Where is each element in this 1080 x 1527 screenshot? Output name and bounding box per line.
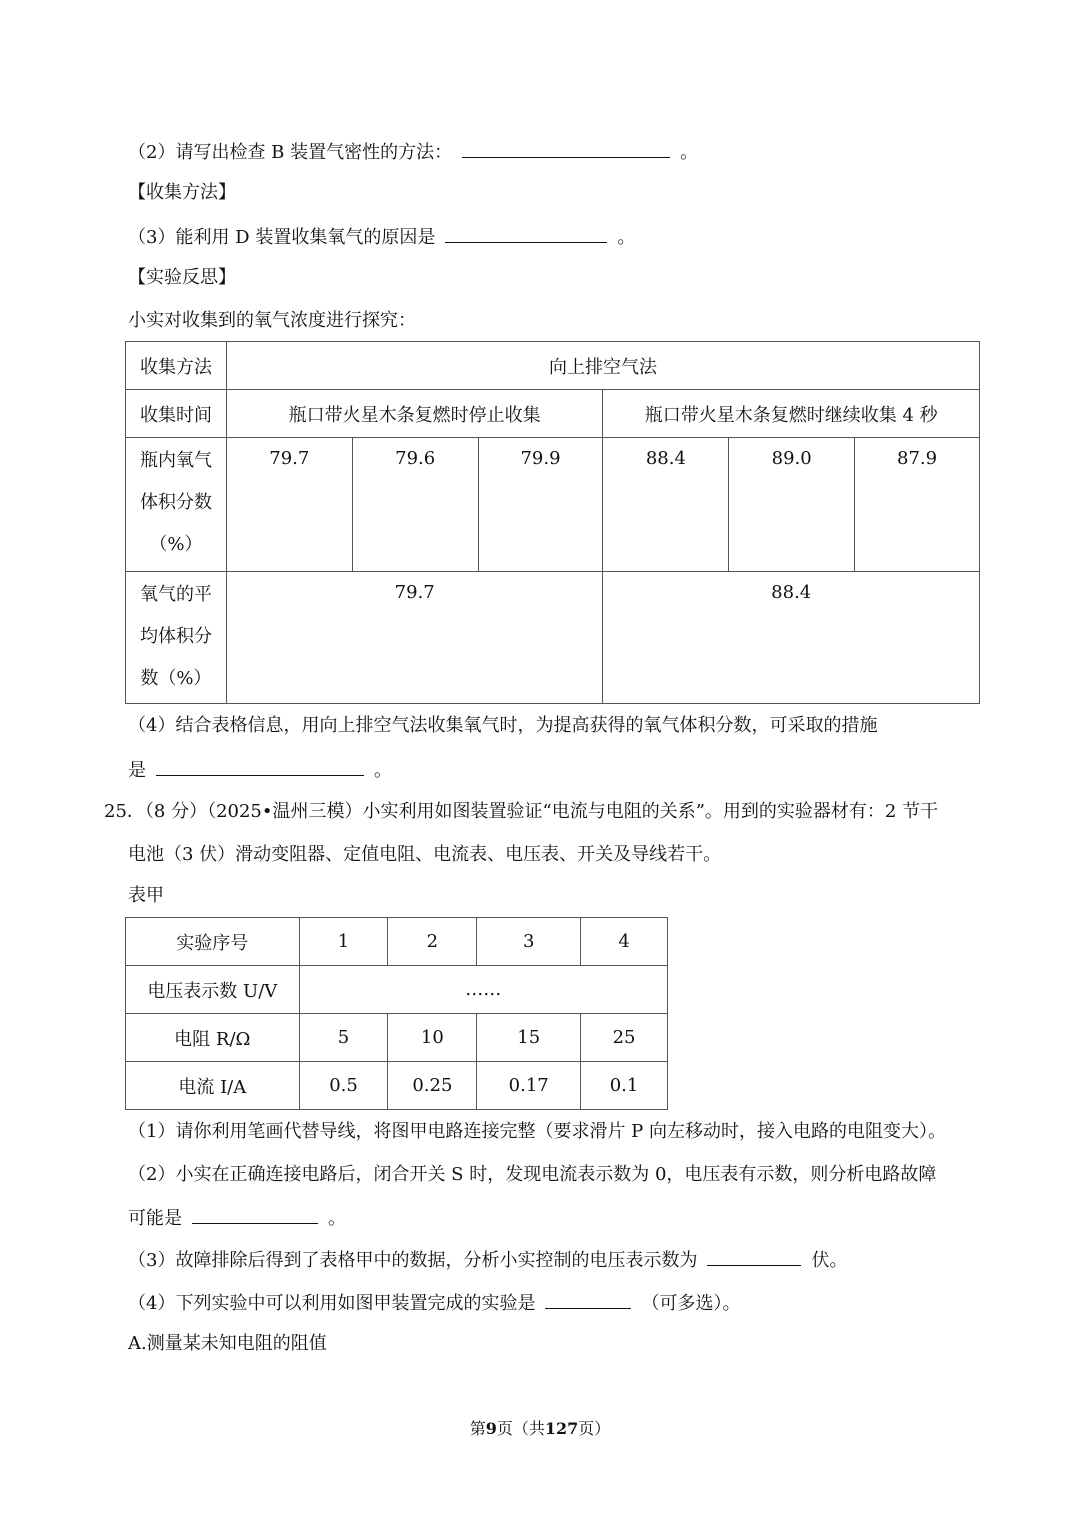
row-header: 电流 I/A [126, 1062, 300, 1110]
table-cell: 88.4 [603, 438, 729, 572]
answer-blank[interactable] [545, 1290, 631, 1309]
table-title: 表甲 [128, 885, 164, 906]
table-header: 实验序号 [126, 918, 300, 966]
sub-question-2-line1: （2）小实在正确连接电路后，闭合开关 S 时，发现电流表示数为 0，电压表有示数，则分析电路故障 [128, 1164, 937, 1185]
table-cell: 瓶口带火星木条复燃时继续收集 4 秒 [603, 390, 980, 438]
table-cell: 79.7 [226, 438, 352, 572]
table-header: 3 [477, 918, 581, 966]
table-cell: 25 [581, 1014, 668, 1062]
row-header: 电压表示数 U/V [126, 966, 300, 1014]
table-header: 1 [299, 918, 388, 966]
question-2: （2）请写出检查 B 装置气密性的方法： 。 [128, 139, 698, 165]
table-row [126, 966, 668, 1014]
page-total: 127 [544, 1419, 579, 1438]
sub-question-2-line2: 可能是 。 [128, 1205, 346, 1231]
sub-question-3: （3）故障排除后得到了表格甲中的数据，分析小实控制的电压表示数为 伏。 [128, 1247, 847, 1273]
table-cell: 瓶口带火星木条复燃时停止收集 [226, 390, 603, 438]
question-4-line2: 是 。 [128, 757, 392, 783]
table-cell: 向上排空气法 [226, 342, 979, 390]
table-header: 2 [388, 918, 477, 966]
section-heading-reflect: 【实验反思】 [128, 267, 236, 288]
answer-blank[interactable] [192, 1205, 318, 1224]
table-cell: 5 [299, 1014, 388, 1062]
question-25-line1: 25．（8 分）（2025•温州三模）小实利用如图装置验证“电流与电阻的关系”。用到的实验器材有：2 节干 [104, 801, 939, 822]
table-row [126, 438, 980, 572]
sub-question-1: （1）请你利用笔画代替导线，将图甲电路连接完整（要求滑片 P 向左移动时，接入电路的电阻变大）。 [128, 1121, 947, 1142]
row-header: 电阻 R/Ω [126, 1014, 300, 1062]
table-cell: 0.17 [477, 1062, 581, 1110]
table-header: 4 [581, 918, 668, 966]
table-row [126, 342, 980, 390]
answer-blank[interactable] [156, 757, 364, 776]
answer-blank[interactable] [707, 1247, 801, 1266]
table-cell: 87.9 [855, 438, 980, 572]
page-number: 9 [485, 1419, 497, 1438]
question-4-line1: （4）结合表格信息，用向上排空气法收集氧气时，为提高获得的氧气体积分数，可采取的措施 [128, 715, 878, 736]
page-footer: 第9页（共127页） [469, 1419, 611, 1438]
table-cell: 10 [388, 1014, 477, 1062]
option-a: A.测量某未知电阻的阻值 [128, 1333, 327, 1354]
sub-question-4: （4）下列实验中可以利用如图甲装置完成的实验是 （可多选）。 [128, 1290, 740, 1316]
table-row [126, 1014, 668, 1062]
table-row [126, 918, 668, 966]
oxygen-concentration-table [125, 341, 980, 704]
table-cell: 15 [477, 1014, 581, 1062]
table-row [126, 390, 980, 438]
experiment-data-table [125, 917, 668, 1110]
row-header: 氧气的平 均体积分 数（%） [126, 572, 227, 704]
table-cell: 0.5 [299, 1062, 388, 1110]
question-25-line2: 电池（3 伏）滑动变阻器、定值电阻、电流表、电压表、开关及导线若干。 [128, 844, 722, 865]
table-cell: 0.25 [388, 1062, 477, 1110]
table-row [126, 572, 980, 704]
row-header: 收集方法 [126, 342, 227, 390]
table-cell: 79.6 [352, 438, 478, 572]
table-cell: 79.9 [478, 438, 603, 572]
question-3: （3）能利用 D 装置收集氧气的原因是 。 [128, 224, 635, 250]
answer-blank[interactable] [445, 224, 607, 243]
table-cell: 0.1 [581, 1062, 668, 1110]
table-cell: 89.0 [729, 438, 855, 572]
row-header: 瓶内氧气 体积分数 （%） [126, 438, 227, 572]
table-row [126, 1062, 668, 1110]
table1-intro: 小实对收集到的氧气浓度进行探究： [128, 310, 416, 331]
answer-blank[interactable] [462, 139, 670, 158]
table-cell: 79.7 [226, 572, 603, 704]
row-header: 收集时间 [126, 390, 227, 438]
table-cell: …… [299, 966, 667, 1014]
section-heading-collect: 【收集方法】 [128, 182, 236, 203]
table-cell: 88.4 [603, 572, 980, 704]
